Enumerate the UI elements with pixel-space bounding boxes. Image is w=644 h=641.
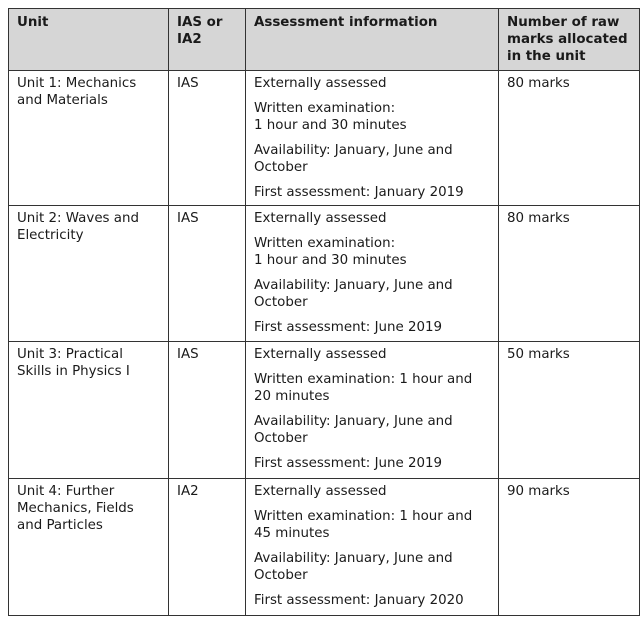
header-row xyxy=(9,9,640,71)
assessment-type: Externally assessed xyxy=(254,484,387,499)
level-cell: IAS xyxy=(169,71,246,206)
marks-cell: 90 marks xyxy=(499,479,640,616)
unit-cell: Unit 2: Waves and Electricity xyxy=(9,206,169,342)
first-assessment: First assessment: January 2020 xyxy=(254,593,464,608)
assessment-table xyxy=(8,8,640,616)
first-assessment: First assessment: January 2019 xyxy=(254,185,464,200)
availability: Availability: January, June and October xyxy=(254,551,453,583)
assessment-type: Externally assessed xyxy=(254,347,387,362)
header-assessment: Assessment information xyxy=(246,9,499,71)
table-row xyxy=(9,71,640,206)
unit-cell: Unit 1: Mechanics and Materials xyxy=(9,71,169,206)
exam-duration: Written examination: 1 hour and 30 minutes xyxy=(254,236,407,268)
assessment-type: Externally assessed xyxy=(254,211,387,226)
table-row xyxy=(9,206,640,342)
exam-duration: Written examination: 1 hour and 30 minutes xyxy=(254,101,407,133)
assessment-cell xyxy=(246,342,499,479)
header-unit: Unit xyxy=(9,9,169,71)
assessment-type: Externally assessed xyxy=(254,76,387,91)
table-row xyxy=(9,479,640,616)
table-row xyxy=(9,342,640,479)
availability: Availability: January, June and October xyxy=(254,278,453,310)
marks-cell: 50 marks xyxy=(499,342,640,479)
assessment-cell xyxy=(246,206,499,342)
unit-cell: Unit 3: Practical Skills in Physics I xyxy=(9,342,169,479)
availability: Availability: January, June and October xyxy=(254,143,453,175)
marks-cell: 80 marks xyxy=(499,71,640,206)
first-assessment: First assessment: June 2019 xyxy=(254,320,443,335)
header-level: IAS or IA2 xyxy=(169,9,246,71)
exam-duration: Written examination: 1 hour and 45 minutes xyxy=(254,509,473,541)
first-assessment: First assessment: June 2019 xyxy=(254,456,443,471)
header-marks: Number of raw marks allocated in the unit xyxy=(499,9,640,71)
assessment-cell xyxy=(246,479,499,616)
assessment-cell xyxy=(246,71,499,206)
availability: Availability: January, June and October xyxy=(254,414,453,446)
level-cell: IAS xyxy=(169,206,246,342)
level-cell: IAS xyxy=(169,342,246,479)
level-cell: IA2 xyxy=(169,479,246,616)
exam-duration: Written examination: 1 hour and 20 minutes xyxy=(254,372,473,404)
marks-cell: 80 marks xyxy=(499,206,640,342)
unit-cell: Unit 4: Further Mechanics, Fields and Particles xyxy=(9,479,169,616)
